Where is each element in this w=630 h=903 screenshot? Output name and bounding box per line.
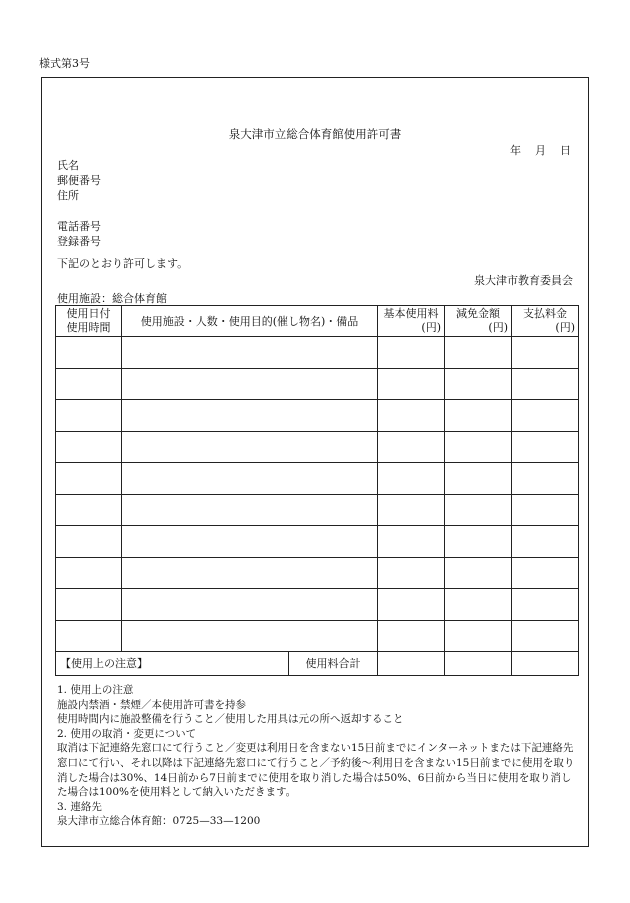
discount-cell[interactable] xyxy=(445,337,512,369)
phone-label: 電話番号 xyxy=(57,220,101,233)
discount-cell[interactable] xyxy=(445,431,512,463)
issuer: 泉大津市教育委員会 xyxy=(474,274,573,287)
date-cell[interactable] xyxy=(56,463,122,495)
header-time-label: 使用時間 xyxy=(66,321,111,334)
discount-cell[interactable] xyxy=(445,463,512,495)
date-cell[interactable] xyxy=(56,589,122,621)
payment-cell[interactable] xyxy=(512,463,579,495)
header-payment xyxy=(512,306,579,337)
header-payment-unit: (円) xyxy=(555,321,575,334)
payment-cell[interactable] xyxy=(512,589,579,621)
total-row xyxy=(56,652,579,676)
description-cell[interactable] xyxy=(122,337,378,369)
payment-cell[interactable] xyxy=(512,557,579,589)
table-row xyxy=(56,337,579,369)
basic-fee-cell[interactable] xyxy=(378,494,445,526)
notes-header: 【使用上の注意】 xyxy=(60,657,148,670)
notes-line: 使用時間内に施設整備を行うこと／使用した用具は元の所へ返却すること xyxy=(57,713,404,726)
date-cell[interactable] xyxy=(56,620,122,652)
description-cell[interactable] xyxy=(122,526,378,558)
header-discount xyxy=(445,306,512,337)
discount-cell[interactable] xyxy=(445,400,512,432)
table-row xyxy=(56,400,579,432)
registration-label: 登録番号 xyxy=(57,235,101,248)
total-fee-label: 使用料合計 xyxy=(288,652,377,675)
header-date-label: 使用日付 xyxy=(66,307,111,320)
discount-cell[interactable] xyxy=(445,557,512,589)
header-description: 使用施設・人数・使用目的(催し物名)・備品 xyxy=(122,306,378,337)
date-day: 日 xyxy=(560,144,571,157)
payment-cell[interactable] xyxy=(512,337,579,369)
postal-code-label: 郵便番号 xyxy=(57,174,101,187)
applicant-name-label: 氏名 xyxy=(57,159,79,172)
total-basic-fee-cell[interactable] xyxy=(378,652,445,676)
description-cell[interactable] xyxy=(122,368,378,400)
description-cell[interactable] xyxy=(122,463,378,495)
payment-cell[interactable] xyxy=(512,494,579,526)
basic-fee-cell[interactable] xyxy=(378,431,445,463)
payment-cell[interactable] xyxy=(512,620,579,652)
header-basic-fee xyxy=(378,306,445,337)
total-discount-cell[interactable] xyxy=(445,652,512,676)
basic-fee-cell[interactable] xyxy=(378,400,445,432)
date-month: 月 xyxy=(535,144,546,157)
table-row xyxy=(56,526,579,558)
usage-table xyxy=(55,305,579,676)
table-row xyxy=(56,557,579,589)
description-cell[interactable] xyxy=(122,400,378,432)
address-label: 住所 xyxy=(57,189,79,202)
table-row xyxy=(56,494,579,526)
description-cell[interactable] xyxy=(122,589,378,621)
notes-heading-usage: 1. 使用上の注意 xyxy=(57,684,134,696)
payment-cell[interactable] xyxy=(512,400,579,432)
header-discount-label: 減免金額 xyxy=(456,307,500,320)
notes-heading-cancellation: 2. 使用の取消・変更について xyxy=(57,727,197,740)
notes-line: 施設内禁酒・禁煙／本使用許可書を持参 xyxy=(57,698,246,711)
table-row xyxy=(56,368,579,400)
basic-fee-cell[interactable] xyxy=(378,620,445,652)
form-title: 泉大津市立総合体育館使用許可書 xyxy=(228,127,402,141)
header-date-time xyxy=(56,306,122,337)
basic-fee-cell[interactable] xyxy=(378,463,445,495)
contact-info: 泉大津市立総合体育館：0725—33—1200 xyxy=(57,815,261,828)
total-payment-cell[interactable] xyxy=(512,652,579,676)
discount-cell[interactable] xyxy=(445,526,512,558)
notes-header-cell xyxy=(56,652,378,676)
discount-cell[interactable] xyxy=(445,368,512,400)
table-row xyxy=(56,431,579,463)
description-cell[interactable] xyxy=(122,557,378,589)
payment-cell[interactable] xyxy=(512,526,579,558)
date-cell[interactable] xyxy=(56,400,122,432)
date-cell[interactable] xyxy=(56,526,122,558)
basic-fee-cell[interactable] xyxy=(378,337,445,369)
date-cell[interactable] xyxy=(56,431,122,463)
date-year: 年 xyxy=(510,144,521,157)
permission-text: 下記のとおり許可します。 xyxy=(57,257,189,270)
issue-date xyxy=(496,142,571,158)
table-row xyxy=(56,589,579,621)
discount-cell[interactable] xyxy=(445,620,512,652)
header-basic-fee-label: 基本使用料 xyxy=(383,307,439,320)
header-payment-label: 支払料金 xyxy=(523,307,567,320)
notes-section xyxy=(57,683,577,829)
header-basic-fee-unit: (円) xyxy=(421,321,441,334)
facility-label: 使用施設：総合体育館 xyxy=(57,292,167,305)
description-cell[interactable] xyxy=(122,620,378,652)
table-row xyxy=(56,620,579,652)
header-discount-unit: (円) xyxy=(488,321,508,334)
basic-fee-cell[interactable] xyxy=(378,557,445,589)
discount-cell[interactable] xyxy=(445,494,512,526)
table-row xyxy=(56,463,579,495)
notes-heading-contact: 3. 連絡先 xyxy=(57,800,102,813)
basic-fee-cell[interactable] xyxy=(378,526,445,558)
payment-cell[interactable] xyxy=(512,431,579,463)
date-cell[interactable] xyxy=(56,368,122,400)
notes-line: 取消は下記連絡先窓口にて行うこと／変更は利用日を含まない15日前までにインターネットまたは下記連絡先窓口にて行い、それ以降は下記連絡先窓口にて行うこと／予約後～利用日を含まない15日前までに使用を取り消した場合は30%、14日前から7日前までに使用を取り消した場合は50%、6日前から当日に使用を取り消した場合は100%を使用料として納入いただきます。 xyxy=(57,742,575,799)
description-cell[interactable] xyxy=(122,494,378,526)
date-cell[interactable] xyxy=(56,557,122,589)
permit-form xyxy=(41,77,589,847)
date-cell[interactable] xyxy=(56,337,122,369)
discount-cell[interactable] xyxy=(445,589,512,621)
form-number: 様式第3号 xyxy=(39,57,90,70)
basic-fee-cell[interactable] xyxy=(378,589,445,621)
table-header-row xyxy=(56,306,579,337)
date-cell[interactable] xyxy=(56,494,122,526)
description-cell[interactable] xyxy=(122,431,378,463)
basic-fee-cell[interactable] xyxy=(378,368,445,400)
payment-cell[interactable] xyxy=(512,368,579,400)
